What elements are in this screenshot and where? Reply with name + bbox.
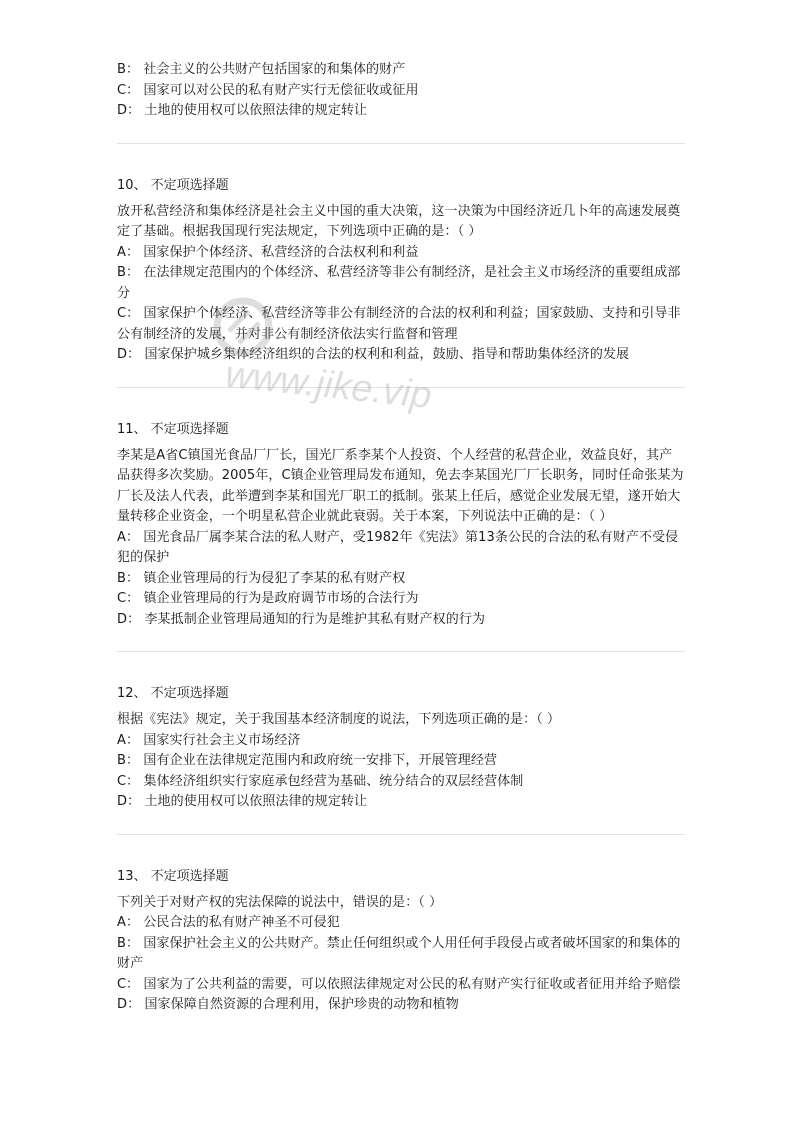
question-header: 13、 不定项选择题	[117, 868, 229, 884]
question-11	[117, 420, 685, 631]
question-stem: 下列关于对财产权的宪法保障的说法中，错误的是：（ ）	[117, 894, 443, 910]
option-d: D： 土地的使用权可以依照法律的规定转让	[117, 794, 368, 809]
option-a: A： 国家实行社会主义市场经济	[117, 732, 301, 748]
option-c: C： 镇企业管理局的行为是政府调节市场的合法行为	[117, 591, 419, 606]
question-13	[117, 867, 685, 1016]
option-c: C： 国家保护个体经济、私营经济等非公有制经济的合法的权利和利益；国家鼓励、支持和引导非公有制经济的发展，并对非公有制经济依法实行监督和管理	[117, 306, 681, 342]
option-c: C： 国家为了公共利益的需要，可以依照法律规定对公民的私有财产实行征收或者征用并给予赔偿	[117, 976, 681, 992]
divider	[117, 834, 685, 835]
option-a: A： 国光食品厂属李某合法的私人财产，受1982年《宪法》第13条公民的合法的私有财产不受侵犯的保护	[117, 529, 679, 565]
question-stem: 放开私营经济和集体经济是社会主义中国的重大决策，这一决策为中国经济近几卜年的高速发展奠定了基础。根据我国现行宪法规定，下列选项中正确的是：（ ）	[117, 203, 681, 239]
question-stem: 根据《宪法》规定，关于我国基本经济制度的说法，下列选项正确的是：（ ）	[117, 712, 561, 727]
question-9-tail	[117, 60, 685, 122]
question-header: 10、 不定项选择题	[117, 177, 229, 193]
option-d: D： 土地的使用权可以依照法律的规定转让	[117, 103, 368, 118]
watermark-text: www.jike.vip	[223, 353, 434, 418]
question-10	[117, 176, 685, 366]
option-c: C： 集体经济组织实行家庭承包经营为基础、统分结合的双层经营体制	[117, 773, 524, 789]
option-d: D： 国家保障自然资源的合理利用，保护珍贵的动物和植物	[117, 997, 459, 1012]
divider	[117, 387, 685, 388]
option-b: B： 国家保护社会主义的公共财产。禁止任何组织或个人用任何手段侵占或者破坏国家的和集体的财产	[117, 935, 681, 971]
option-a: A： 公民合法的私有财产神圣不可侵犯	[117, 915, 340, 930]
option-d: D： 李某抵制企业管理局通知的行为是维护其私有财产权的行为	[117, 611, 486, 627]
question-header: 11、 不定项选择题	[117, 421, 229, 437]
option-b: B： 国有企业在法律规定范围内和政府统一安排下，开展管理经营	[117, 753, 498, 768]
document-page	[117, 60, 685, 1016]
option-b: B： 镇企业管理局的行为侵犯了李某的私有财产权	[117, 570, 406, 586]
divider	[117, 651, 685, 652]
option-d: D： 国家保护城乡集体经济组织的合法的权利和利益，鼓励、指导和帮助集体经济的发展	[117, 347, 630, 362]
option-b: B： 社会主义的公共财产包括国家的和集体的财产	[117, 62, 406, 77]
option-b: B： 在法律规定范围内的个体经济、私营经济等非公有制经济，是社会主义市场经济的重要组成部分	[117, 265, 681, 301]
option-c: C： 国家可以对公民的私有财产实行无偿征收或征用	[117, 82, 419, 98]
divider	[117, 143, 685, 144]
question-stem: 李某是A省C镇国光食品厂厂长，国光厂系李某个人投资、个人经营的私营企业，效益良好，其产品获得多次奖励。2005年，C镇企业管理局发布通知，免去李某国光厂厂长职务，同时任命张某为厂长及法人代表，此举遭到李某和国光厂职工的抵制。张某上任后，感觉企业发展无望，遂开始大量转移企业资金，一个明星私营企业就此衰弱。关于本案，下列说法中正确的是：（ ）	[117, 447, 684, 524]
question-12	[117, 684, 685, 813]
option-a: A： 国家保护个体经济、私营经济的合法权利和利益	[117, 244, 419, 260]
question-header: 12、 不定项选择题	[117, 686, 229, 701]
